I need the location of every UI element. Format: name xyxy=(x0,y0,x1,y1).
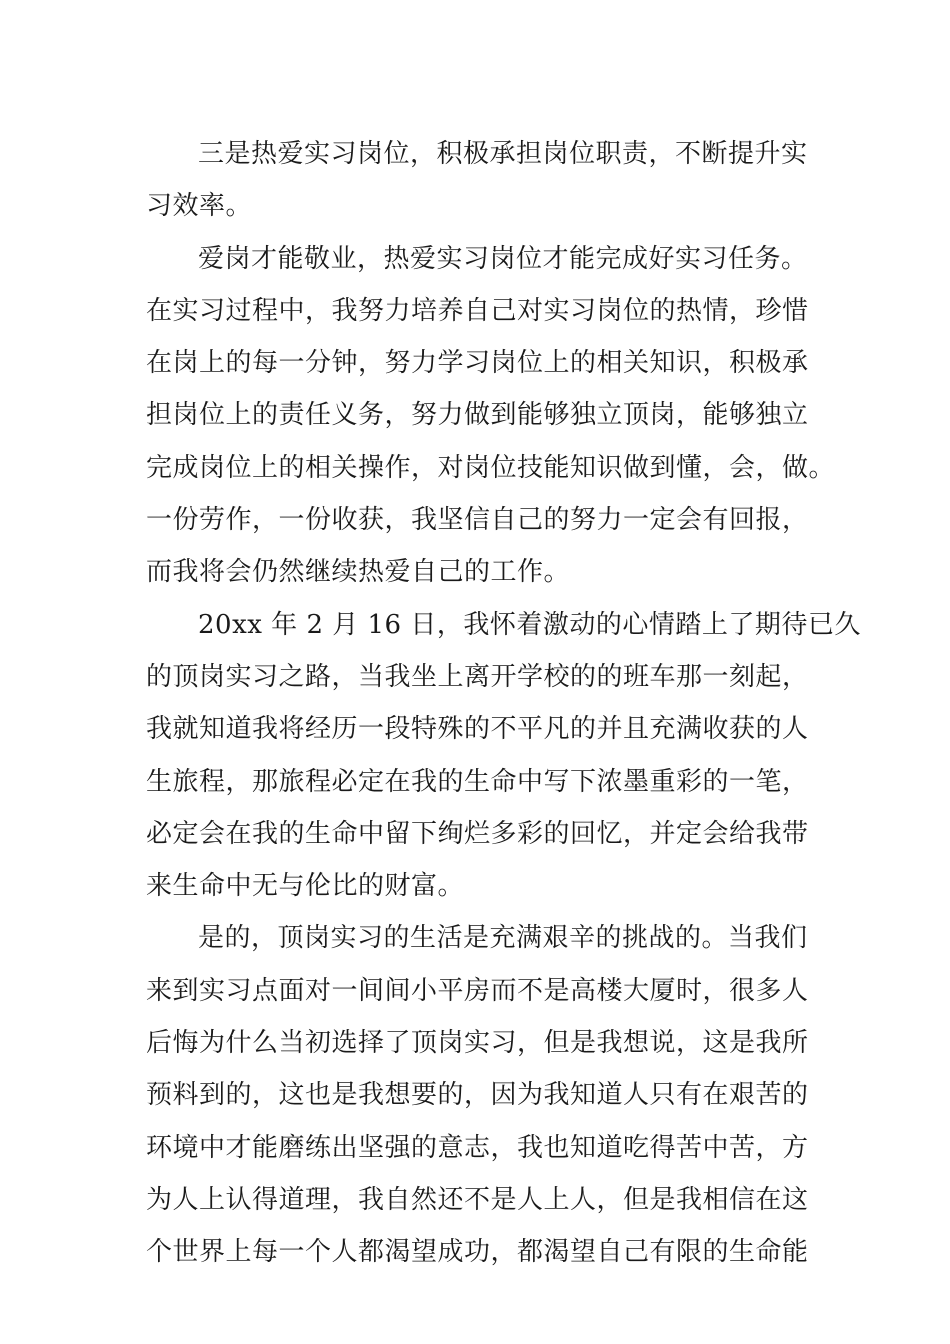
text-line: 来生命中无与伦比的财富。 xyxy=(146,871,465,902)
text-line: 而我将会仍然继续热爱自己的工作。 xyxy=(146,557,571,588)
text-line: 预料到的，这也是我想要的，因为我知道人只有在艰苦的 xyxy=(146,1080,809,1111)
text-line: 后悔为什么当初选择了顶岗实习，但是我想说，这是我所 xyxy=(146,1028,809,1059)
text-line: 爱岗才能敬业，热爱实习岗位才能完成好实习任务。 xyxy=(198,243,808,274)
text-line: 为人上认得道理，我自然还不是人上人，但是我相信在这 xyxy=(146,1184,809,1215)
text-line: 个世界上每一个人都渴望成功，都渴望自己有限的生命能 xyxy=(146,1237,809,1268)
text-line: 习效率。 xyxy=(146,191,253,222)
text-line: 是的，顶岗实习的生活是充满艰辛的挑战的。当我们 xyxy=(198,923,808,954)
text-line: 的顶岗实习之路，当我坐上离开学校的的班车那一刻起， xyxy=(146,661,809,692)
text-line: 生旅程，那旅程必定在我的生命中写下浓墨重彩的一笔， xyxy=(146,766,809,797)
text-line: 一份劳作，一份收获，我坚信自己的努力一定会有回报， xyxy=(146,505,809,536)
text-line: 环境中才能磨练出坚强的意志，我也知道吃得苦中苦，方 xyxy=(146,1132,809,1163)
text-line: 我就知道我将经历一段特殊的不平凡的并且充满收获的人 xyxy=(146,714,809,745)
text-line: 在岗上的每一分钟，努力学习岗位上的相关知识，积极承 xyxy=(146,348,809,379)
text-line: 完成岗位上的相关操作，对岗位技能知识做到懂，会，做。 xyxy=(146,452,836,483)
text-line: 20xx 年 2 月 16 日，我怀着激动的心情踏上了期待已久 xyxy=(198,609,861,640)
text-line: 担岗位上的责任义务，努力做到能够独立顶岗，能够独立 xyxy=(146,400,809,431)
document-body xyxy=(146,128,861,1279)
text-line: 在实习过程中，我努力培养自己对实习岗位的热情，珍惜 xyxy=(146,295,809,326)
text-line: 三是热爱实习岗位，积极承担岗位职责，不断提升实 xyxy=(198,139,808,169)
text-line: 必定会在我的生命中留下绚烂多彩的回忆，并定会给我带 xyxy=(146,818,809,849)
text-line: 来到实习点面对一间间小平房而不是高楼大厦时，很多人 xyxy=(146,975,809,1006)
